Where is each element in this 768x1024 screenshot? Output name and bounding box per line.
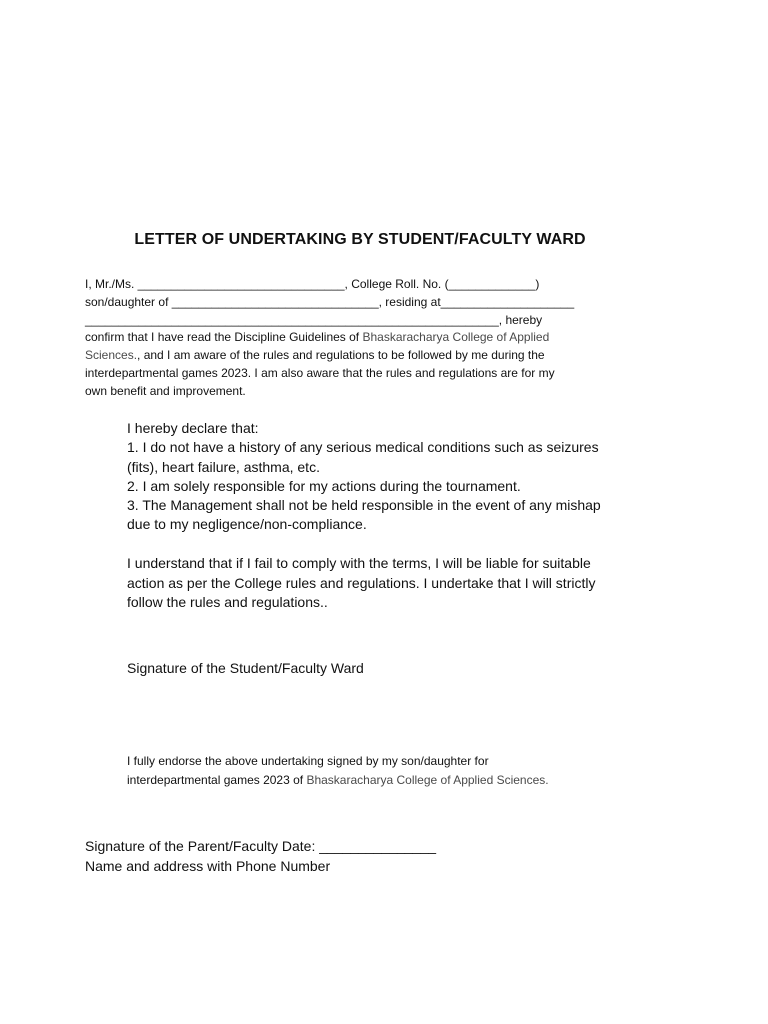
understanding-line: I understand that if I fail to comply with the terms, I will be liable for suitable — [127, 555, 591, 571]
understanding-paragraph — [127, 554, 627, 613]
endorsement-line: I fully endorse the above undertaking signed by my son/daughter for — [127, 754, 489, 768]
intro-line: I, Mr./Ms. _______________________________, College Roll. No. (_____________) — [85, 277, 540, 291]
parent-signature-label: Signature of the Parent/Faculty Date: _______________ — [85, 838, 437, 854]
declaration-item: (fits), heart failure, asthma, etc. — [127, 458, 320, 475]
declaration-item: 3. The Management shall not be held responsible in the event of any mishap — [127, 497, 601, 514]
declaration-block — [127, 419, 627, 535]
understanding-line: follow the rules and regulations.. — [127, 594, 328, 610]
declaration-item: 2. I am solely responsible for my actions during the tournament. — [127, 477, 521, 494]
endorsement-line — [127, 771, 627, 790]
declaration-item: 1. I do not have a history of any serious medical conditions such as seizures — [127, 439, 599, 456]
intro-text: , and I am aware of the rules and regulations to be followed by me during the — [137, 348, 545, 363]
intro-line: interdepartmental games 2023. I am also aware that the rules and regulations are for my — [85, 365, 555, 380]
document-title: LETTER OF UNDERTAKING BY STUDENT/FACULTY WARD — [134, 231, 586, 248]
parent-signature-block — [85, 837, 436, 876]
college-name: Bhaskaracharya College of Applied Sciences. — [306, 772, 549, 787]
endorsement-paragraph — [127, 752, 627, 789]
intro-line — [85, 347, 625, 365]
parent-contact-label: Name and address with Phone Number — [85, 857, 331, 874]
endorsement-text: interdepartmental games 2023 of — [127, 772, 307, 787]
intro-line: own benefit and improvement. — [85, 383, 246, 398]
declaration-item: due to my negligence/non-compliance. — [127, 516, 367, 533]
intro-text: confirm that I have read the Discipline Guidelines of — [85, 330, 363, 345]
college-name: Sciences. — [85, 348, 138, 363]
declaration-heading: I hereby declare that: — [127, 420, 259, 436]
intro-line: son/daughter of _______________________________, residing at____________________ — [85, 294, 575, 309]
college-name: Bhaskaracharya College of Applied — [362, 330, 550, 345]
intro-line — [85, 329, 625, 347]
understanding-line: action as per the College rules and regulations. I undertake that I will strictly — [127, 574, 596, 591]
intro-paragraph — [85, 276, 625, 401]
intro-line: ______________________________________________________________, hereby — [85, 312, 543, 327]
student-signature-label: Signature of the Student/Faculty Ward — [127, 660, 364, 676]
